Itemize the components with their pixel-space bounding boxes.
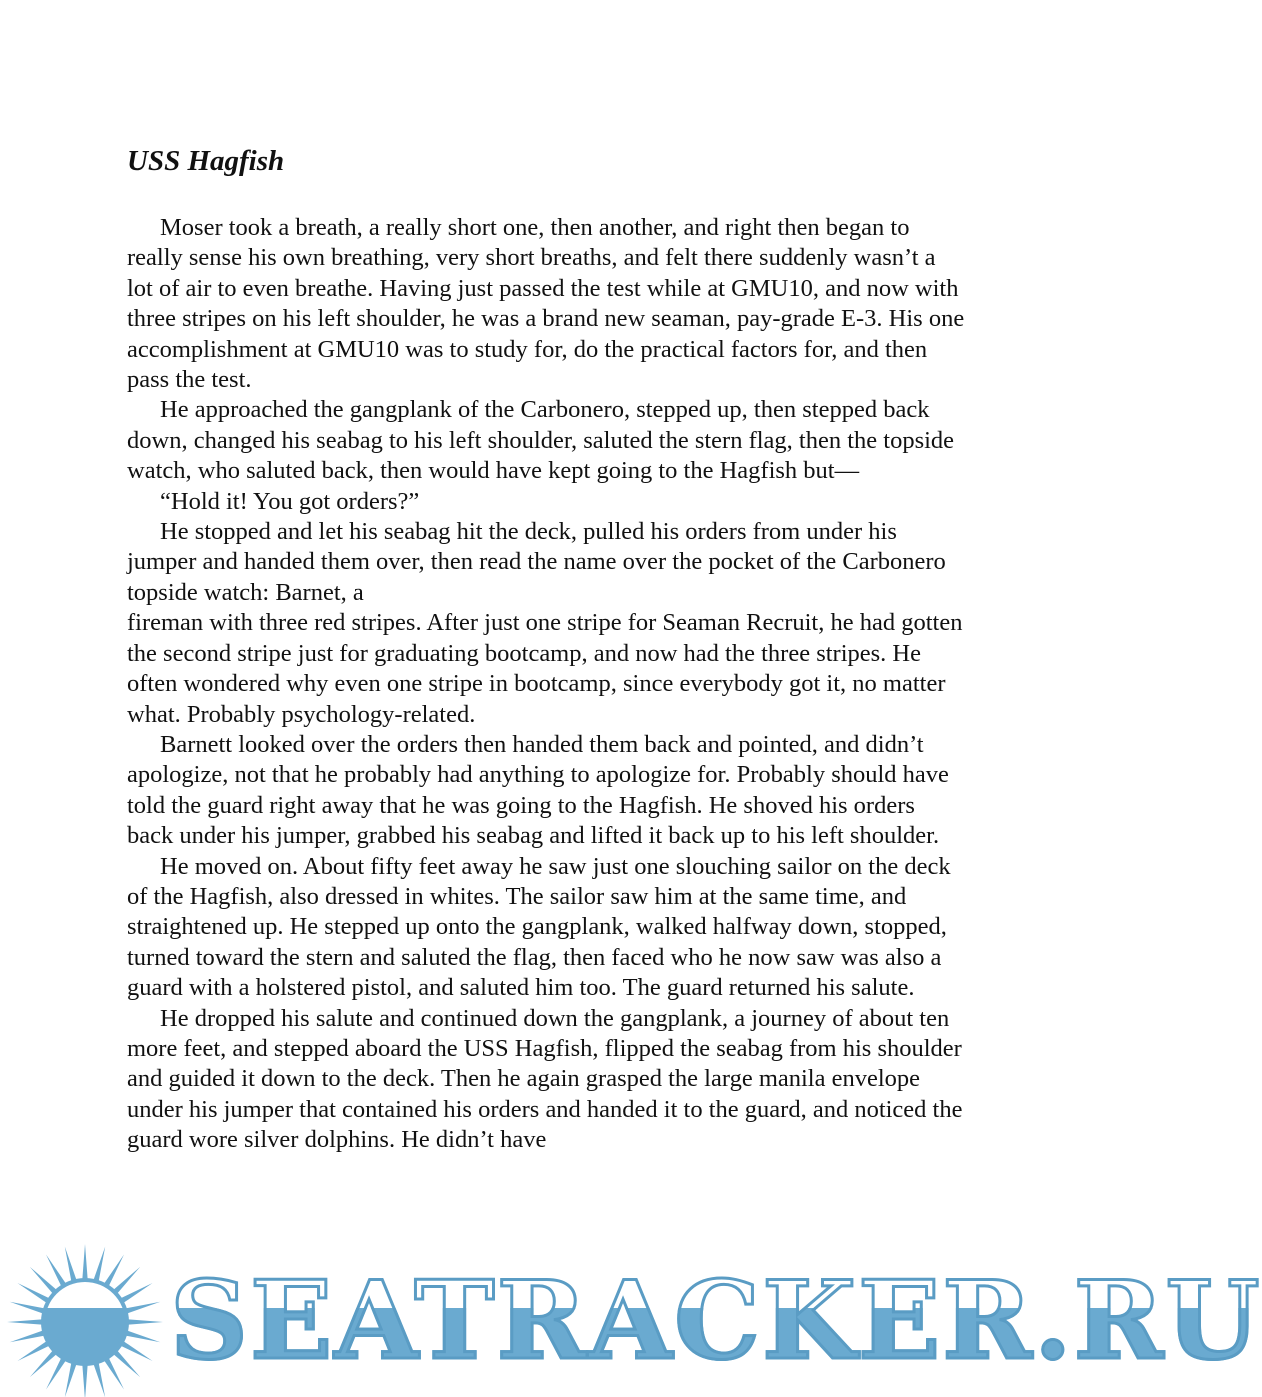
sun-ray xyxy=(65,1360,78,1397)
watermark xyxy=(0,1238,1262,1397)
sun-ray xyxy=(93,1247,106,1285)
paragraph: He moved on. About fifty feet away he saw just one slouching sailor on the deck of the Hagfish, also dressed in whites. The sailor saw him at the same time, and straightened up. He stepped up onto the gangplank, walked halfway down, stopped, turned toward the stern and saluted the flag, then faced who he now saw was also a guard with a holstered pistol, and saluted him too. The guard returned his salute. xyxy=(127,852,951,1002)
paragraph: Moser took a breath, a really short one, then another, and right then began to really sense his own breathing, very short breaths, and felt there suddenly wasn’t a lot of air to even breathe. Having just passed the test while at GMU10, and now with three stripes on his left shoulder, he was a brand new seaman, pay-grade E-3. His one accomplishment at GMU10 was to study for, do the practical factors for, and then pass the test. xyxy=(127,214,965,394)
sun-ray xyxy=(7,1319,45,1325)
chapter-title: USS Hagfish xyxy=(127,145,285,177)
sun-ray xyxy=(123,1330,161,1343)
sun-ray xyxy=(10,1330,48,1343)
sun-ray xyxy=(65,1247,78,1285)
sun-ray xyxy=(93,1360,106,1397)
sun-ray xyxy=(10,1302,48,1315)
sun-ray xyxy=(82,1244,88,1282)
paragraph: “Hold it! You got orders?” xyxy=(160,487,420,515)
sun-ray xyxy=(82,1362,88,1397)
sun-ray xyxy=(125,1319,163,1325)
paragraph: Barnett looked over the orders then handed them back and pointed, and didn’t apologize, not that he probably had anything to apologize for. Probably should have told the guard right away that he was going to the Hagfish. He shoved his orders back under his jumper, grabbed his seabag and lifted it back up to his left shoulder. xyxy=(127,730,949,850)
sun-ray xyxy=(123,1302,161,1315)
paragraph: He dropped his salute and continued down the gangplank, a journey of about ten more feet, and stepped aboard the USS Hagfish, flipped the seabag from his shoulder and guided it down to the deck. Then he again grasped the large manila envelope under his jumper that contained his orders and handed it to the guard, and noticed the guard wore silver dolphins. He didn’t have xyxy=(127,1004,963,1154)
sun-logo-icon xyxy=(5,1238,165,1397)
paragraph: fireman with three red stripes. After just one stripe for Seaman Recruit, he had gotten the second stripe just for graduating bootcamp, and now had the three stripes. He often wondered why even one stripe in bootcamp, since everybody got it, no matter what. Probably psychology-related. xyxy=(127,609,963,728)
watermark-text: SEATRACKER.RU xyxy=(170,1258,1262,1384)
body-text xyxy=(127,213,967,1156)
paragraph: He stopped and let his seabag hit the deck, pulled his orders from under his jumper and handed them over, then read the name over the pocket of the Carbonero topside watch: Barnet, a xyxy=(127,518,946,606)
paragraph: He approached the gangplank of the Carbonero, stepped up, then stepped back down, changed his seabag to his left shoulder, saluted the stern flag, then the topside watch, who saluted back, then would have kept going to the Hagfish but— xyxy=(127,396,955,485)
